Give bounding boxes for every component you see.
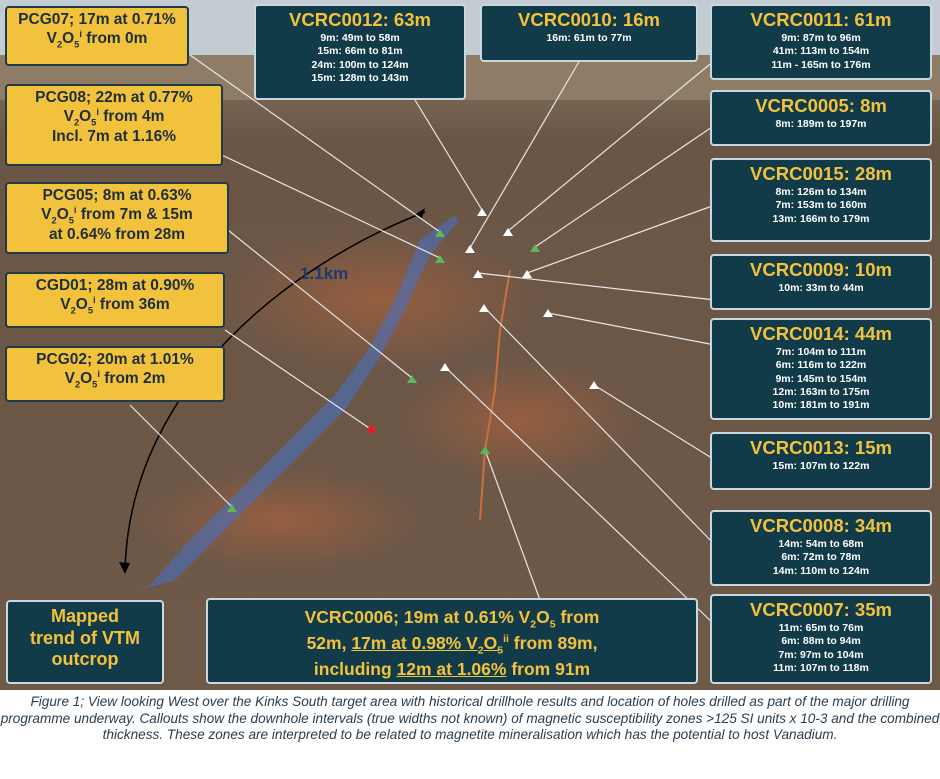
interval-line: 9m: 49m to 58m <box>320 32 400 45</box>
interval-line: 11m: 107m to 118m <box>773 661 869 674</box>
interval-line: 6m: 88m to 94m <box>781 635 861 648</box>
interval-line: 7m: 97m to 104m <box>778 648 864 661</box>
callout-line: $V_2O_5^i$ from 2m <box>64 368 166 390</box>
interval-line: 14m: 54m to 68m <box>778 538 864 551</box>
callout-vcrc0014 <box>710 318 932 420</box>
callout-title: VCRC0011: 61m <box>750 9 892 30</box>
callout-title: VCRC0007: 35m <box>750 599 892 620</box>
interval-line: 24m: 100m to 124m <box>311 58 409 71</box>
interval-line: 6m: 116m to 122m <box>775 359 867 372</box>
interval-line: 7m: 153m to 160m <box>775 199 867 212</box>
callout-line: PCG07; 17m at 0.71% <box>18 11 176 28</box>
white-marker-vcrc0012 <box>477 208 487 216</box>
callout-title: VCRC0012: 63m <box>289 9 431 30</box>
callout-line: $V_2O_5^i$ from 7m & 15m <box>41 204 193 226</box>
interval-line: 13m: 166m to 179m <box>772 212 870 225</box>
green-marker-pcg05 <box>407 375 417 383</box>
callout-title: VCRC0013: 15m <box>750 437 892 458</box>
callout-vcrc0012 <box>254 4 466 100</box>
callout-vcrc0015 <box>710 158 932 242</box>
callout-pcg05 <box>5 182 229 254</box>
callout-line: at 0.64% from 28m <box>48 225 186 243</box>
callout-line: $V_2O_5^i$ from 4m <box>63 106 165 128</box>
interval-line: 10m: 181m to 191m <box>772 398 870 411</box>
interval-line: 9m: 145m to 154m <box>775 372 867 385</box>
mapped-line: Mapped <box>50 606 119 626</box>
callout-vcrc0011 <box>710 4 932 80</box>
mapped-line: outcrop <box>51 649 119 670</box>
callout-vcrc0005 <box>710 90 932 146</box>
interval-line: 11m: 65m to 76m <box>778 622 864 635</box>
figure-caption: Figure 1; View looking West over the Kinks South target area with historical drillhole results and location of holes drilled as part of the major drilling programme underway. Callouts show the downhole intervals (true widths not known) of magnetic susceptibility zones >125 SI units x 10-3 and the combined thickness. These zones are interpreted to be related to magnetite mineralisation which has the potential to host Vanadium. <box>0 694 940 743</box>
arrowhead-bottom <box>119 562 130 574</box>
callout-title: VCRC0010: 16m <box>518 9 660 30</box>
vcrc0006-line3: including 12m at 1.06% from 91m <box>313 659 591 680</box>
callout-vcrc0013 <box>710 432 932 490</box>
callout-pcg07 <box>5 6 189 66</box>
interval-line: 10m: 33m to 44m <box>778 282 864 295</box>
callout-vcrc0009 <box>710 254 932 310</box>
callout-title: VCRC0008: 34m <box>750 515 892 536</box>
callout-line: $V_2O_5^i$ from 36m <box>60 294 170 316</box>
interval-line: 9m: 87m to 96m <box>781 32 861 45</box>
callout-title: VCRC0014: 44m <box>750 323 892 344</box>
distance-label: 1.1km <box>300 264 349 283</box>
red-soil-patch <box>400 360 640 480</box>
callout-pcg02 <box>5 346 225 402</box>
interval-line: 15m: 107m to 122m <box>772 460 870 473</box>
callout-cgd01 <box>5 272 225 328</box>
callout-line: Incl. 7m at 1.16% <box>51 127 177 145</box>
callout-mapped-trend <box>6 600 164 684</box>
callout-vcrc0008 <box>710 510 932 586</box>
mapped-line: trend of VTM <box>30 627 140 648</box>
callout-title: VCRC0015: 28m <box>750 163 892 184</box>
callout-pcg08 <box>5 84 223 166</box>
interval-line: 7m: 104m to 111m <box>776 346 866 359</box>
callout-line: CGD01; 28m at 0.90% <box>35 277 195 294</box>
callout-line: PCG05; 8m at 0.63% <box>42 187 192 204</box>
callout-line: $V_2O_5^i$ from 0m <box>46 28 148 50</box>
interval-line: 15m: 66m to 81m <box>317 45 403 58</box>
callout-line: PCG02; 20m at 1.01% <box>36 351 194 368</box>
interval-line: 8m: 126m to 134m <box>775 186 867 199</box>
interval-line: 6m: 72m to 78m <box>781 551 861 564</box>
callout-title: VCRC0005: 8m <box>755 95 887 116</box>
white-marker-vcrc0014 <box>543 309 553 317</box>
callout-line: PCG08; 22m at 0.77% <box>35 89 193 106</box>
interval-line: 15m: 128m to 143m <box>311 71 409 84</box>
interval-line: 16m: 61m to 77m <box>546 32 632 45</box>
vcrc0006-line1: VCRC0006; 19m at 0.61% $V_2O_5$ from <box>304 607 600 631</box>
interval-line: 14m: 110m to 124m <box>772 564 870 577</box>
interval-line: 41m: 113m to 154m <box>772 45 870 58</box>
callout-vcrc0007 <box>710 594 932 684</box>
red-marker-cgd01 <box>367 425 377 435</box>
callout-vcrc0006 <box>206 598 698 684</box>
interval-line: 8m: 189m to 197m <box>775 118 867 131</box>
vcrc0006-line2: 52m, 17m at 0.98% $V_2O_5^{ii}$ from 89m, <box>306 633 598 657</box>
callout-title: VCRC0009: 10m <box>750 259 892 280</box>
interval-line: 11m - 165m to 176m <box>771 58 871 71</box>
callout-vcrc0010 <box>480 4 698 62</box>
interval-line: 12m: 163m to 175m <box>772 385 870 398</box>
white-marker-vcrc0011 <box>503 228 513 236</box>
